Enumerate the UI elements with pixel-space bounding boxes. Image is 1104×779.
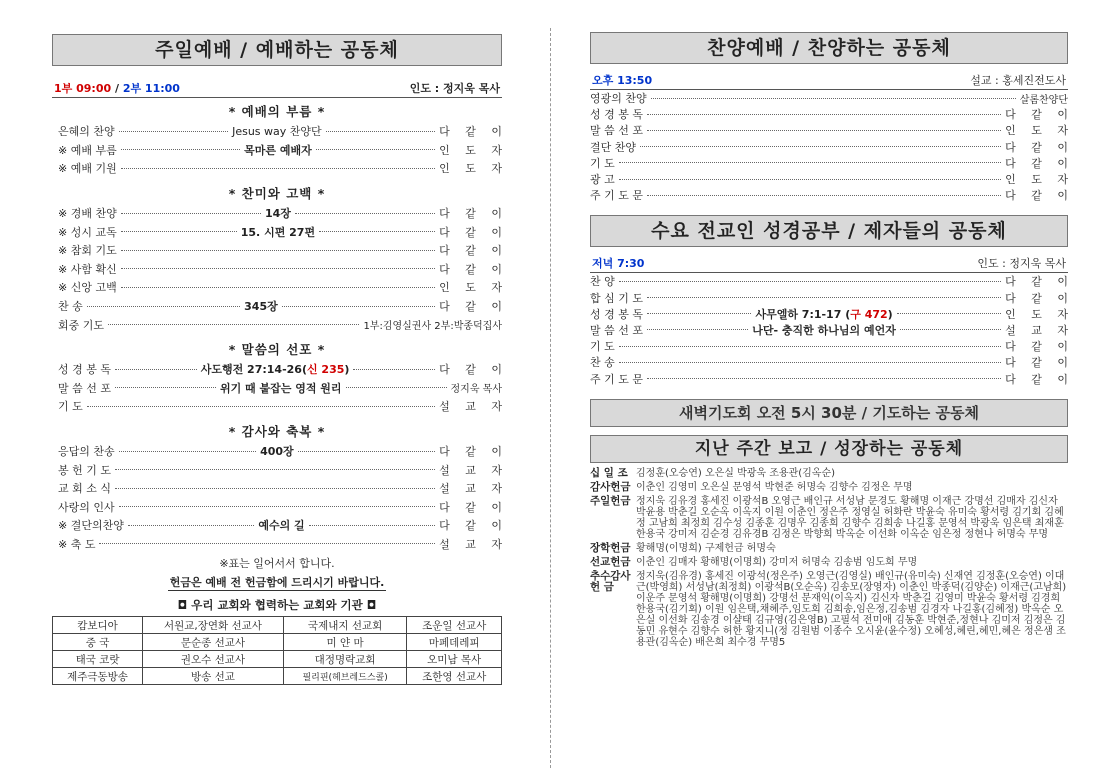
dot-leader	[119, 451, 256, 452]
order-label: 기 도	[590, 156, 615, 170]
order-role: 인 도 자	[439, 143, 508, 157]
dot-leader	[651, 98, 1016, 99]
order-content-text: 위기 때 붙잡는 영적 원리	[219, 381, 342, 395]
order-role: 다 같 이	[1005, 291, 1074, 305]
order-content-text: 400장	[260, 445, 294, 459]
dot-leader	[87, 406, 435, 407]
order-role: 인 도 자	[439, 281, 508, 295]
section-title: * 감사와 축복 *	[228, 423, 326, 439]
right-column	[590, 32, 1075, 651]
order-role: 인 도 자	[1005, 307, 1075, 321]
sunday-worship-banner: 주일예배 / 예배하는 공동체	[52, 34, 502, 66]
order-role: 설 교 자	[439, 463, 508, 477]
dot-leader	[897, 313, 1001, 314]
partner-cell: 미 얀 마	[283, 634, 406, 651]
worship-leader: 인도 : 정지욱 목사	[409, 82, 500, 95]
order-content	[265, 205, 291, 221]
order-role: 정지욱 목사	[450, 384, 502, 396]
order-line	[52, 141, 508, 160]
order-line	[52, 498, 508, 517]
order-label: 결단 찬양	[590, 140, 637, 154]
order-role: 설 교 자	[439, 537, 508, 551]
report-category: 십 일 조	[590, 466, 628, 479]
partner-cell: 조운일 선교사	[407, 617, 502, 634]
dot-leader	[121, 268, 435, 269]
order-line	[52, 397, 508, 416]
order-content-text: 14장	[264, 207, 291, 221]
order-label: ※ 예배 기원	[58, 162, 117, 176]
report-row	[590, 543, 1068, 554]
dot-leader	[326, 131, 435, 132]
order-line	[590, 139, 1074, 155]
order-label: 교 회 소 식	[58, 482, 111, 496]
order-content-text: 예수의 길	[258, 519, 305, 533]
order-label: 말 씀 선 포	[58, 381, 111, 395]
bible-study-banner: 수요 전교인 성경공부 / 제자들의 공동체	[590, 215, 1068, 247]
order-role: 다 같 이	[439, 300, 508, 314]
dot-leader	[99, 543, 435, 544]
wednesday-leader: 인도 : 정지욱 목사	[977, 257, 1066, 271]
dot-leader	[647, 329, 748, 330]
dot-leader	[121, 213, 261, 214]
offering-note	[52, 574, 502, 591]
dot-leader	[647, 378, 1001, 379]
order-line	[590, 306, 1075, 322]
order-line	[52, 516, 508, 535]
dot-leader	[309, 525, 435, 526]
order-label: 영광의 찬양	[590, 92, 647, 106]
order-content-text: 15. 시편 27편	[240, 225, 316, 239]
dot-leader	[647, 130, 1001, 131]
report-names: 정지욱(김유경) 홍세진 이광석(정은주) 오영근(김영실) 배인규(유미숙) 신재연 김정훈(오승연) 이대근(박영희) 서성남(최정희) 이광석B(오순옥) 김송모(장영자) 이춘인 박종덕(김양순) 이재근(고남희) 이운주 문영석 황해명(이명희) 강명선 문재익(이옥지) 김신자 박춘길 김영미 박윤숙 황서령 김경희 한용국(김기회) 이원 임은택,채혜주,임도희 김희송,임은정,김송범 김경자 나길홍(김혜정) 박옥순 오은실 이선화 김송경 이샬태 김규영(김은영B) 고필석 전미애 김동훈 박현준,정현나 김미저 김정은 김동민 유현수 김향수 허한 황지니(정 김원범 이종수 오시윤(윤수정) 오혜성,혜린,혜민,혜은 정은샘 조용관(김옥순) 배은희 최수경 무명5	[636, 570, 1067, 648]
partner-cell: 권오수 선교사	[143, 651, 284, 668]
sunday-worship-column	[52, 34, 509, 685]
second-service-time: 2부 11:00	[122, 82, 180, 95]
order-role: 1부:김영실권사 2부:박종덕집사	[363, 321, 502, 333]
order-role: 다 같 이	[1005, 189, 1074, 203]
order-role: 다 같 이	[439, 244, 508, 258]
report-row	[590, 557, 1068, 568]
dot-leader	[346, 387, 447, 388]
order-content	[752, 322, 896, 338]
hymn-page-number: 신 235	[306, 363, 345, 377]
order-label: ※ 참회 기도	[58, 244, 117, 258]
dot-leader	[121, 149, 240, 150]
order-line	[52, 460, 508, 479]
dot-leader	[121, 287, 435, 288]
partner-cell: 조한영 선교사	[407, 668, 502, 685]
order-content-end: )	[344, 363, 350, 377]
partner-cell: 캄보디아	[53, 617, 143, 634]
order-role: 살롬찬양단	[1019, 94, 1068, 106]
order-role: 다 같 이	[439, 207, 508, 221]
order-label: ※ 사함 확신	[58, 262, 117, 276]
order-role: 다 같 이	[439, 445, 509, 459]
first-service-time: 1부 09:00	[54, 82, 112, 95]
order-line	[590, 290, 1074, 306]
order-line	[52, 222, 508, 241]
order-content-end: )	[887, 307, 893, 321]
order-line	[52, 535, 508, 554]
order-line	[590, 106, 1074, 122]
order-content-text: 나단- 충직한 하나님의 예언자	[752, 323, 896, 337]
order-label: 봉 헌 기 도	[58, 463, 111, 477]
order-label: ※ 경배 찬양	[58, 207, 117, 221]
order-label: ※ 결단의찬양	[58, 519, 124, 533]
order-line	[52, 297, 508, 316]
order-label: 성 경 봉 독	[590, 108, 643, 122]
order-content	[260, 443, 294, 459]
order-content	[232, 123, 322, 139]
section-title: * 찬미와 고백 *	[228, 185, 326, 201]
service-times	[54, 80, 180, 96]
order-content	[755, 306, 892, 322]
order-label: ※ 축 도	[58, 537, 96, 551]
order-role: 다 같 이	[439, 225, 508, 239]
order-label: 말 씀 선 포	[590, 124, 643, 138]
dot-leader	[115, 469, 435, 470]
order-content-text: 345장	[244, 300, 278, 314]
order-line	[590, 354, 1074, 370]
dot-leader	[647, 313, 751, 314]
order-content-text: 사도행전 27:14-26(	[200, 363, 307, 377]
order-label: 기 도	[590, 340, 615, 354]
order-line	[590, 122, 1074, 138]
order-content	[244, 142, 312, 158]
dot-leader	[619, 362, 1001, 363]
partner-cell: 방송 선교	[143, 668, 284, 685]
order-line	[590, 322, 1075, 338]
partner-row	[53, 668, 502, 685]
partner-cell: 문순종 선교사	[143, 634, 284, 651]
service-times-row	[52, 80, 502, 98]
time-separator: /	[111, 82, 123, 95]
order-label: 성 경 봉 독	[58, 363, 111, 377]
order-role: 다 같 이	[439, 262, 508, 276]
partner-cell: 태국 코랏	[53, 651, 143, 668]
order-role: 인 도 자	[1005, 124, 1074, 138]
weekly-report-banner: 지난 주간 보고 / 성장하는 공동체	[590, 435, 1068, 463]
dot-leader	[640, 146, 1001, 147]
report-category: 추수감사 헌 금	[590, 569, 631, 593]
order-label: 말 씀 선 포	[590, 323, 643, 337]
wednesday-time: 저녁 7:30	[592, 257, 645, 271]
dot-leader	[316, 149, 435, 150]
order-content	[201, 361, 350, 377]
partner-row	[53, 634, 502, 651]
order-content-text: 사무엘하 7:1-17 (	[755, 307, 851, 321]
dot-leader	[295, 213, 435, 214]
dot-leader	[353, 369, 435, 370]
report-row	[590, 468, 1068, 479]
order-role: 다 같 이	[1005, 140, 1074, 154]
order-label: 주 기 도 문	[590, 189, 643, 203]
order-label: 회중 기도	[58, 318, 105, 332]
order-line	[590, 370, 1074, 386]
order-role: 다 같 이	[439, 363, 509, 377]
order-label: ※ 예배 부름	[58, 143, 117, 157]
report-names: 황해명(이명희) 구제헌금 허명숙	[636, 542, 776, 554]
afternoon-time-row	[590, 72, 1068, 90]
order-line	[52, 479, 508, 498]
dot-leader	[119, 131, 228, 132]
order-line	[52, 241, 508, 260]
dot-leader	[115, 369, 197, 370]
partner-table	[52, 616, 502, 685]
report-category: 주일헌금	[590, 494, 631, 507]
dot-leader	[298, 451, 435, 452]
dot-leader	[619, 162, 1001, 163]
partner-row	[53, 651, 502, 668]
order-role: 다 같 이	[439, 519, 508, 533]
report-row	[590, 496, 1068, 540]
order-line	[52, 260, 508, 279]
afternoon-preacher: 설교 : 홍세진전도사	[970, 74, 1066, 87]
order-label: 은혜의 찬양	[58, 125, 115, 139]
order-line	[590, 155, 1074, 171]
wednesday-order	[590, 273, 1075, 386]
partner-cell: 대정명락교회	[283, 651, 406, 668]
order-label: ※ 성시 교독	[58, 225, 117, 239]
order-content	[244, 298, 278, 314]
report-category: 감사헌금	[590, 480, 631, 493]
praise-worship-banner: 찬양예배 / 찬양하는 공동체	[590, 32, 1068, 64]
dot-leader	[647, 195, 1001, 196]
order-line	[52, 360, 509, 379]
afternoon-time: 오후 13:50	[592, 74, 653, 87]
report-names: 이춘인 김영미 오은실 문영석 박현준 허명숙 김향수 김정은 무명	[636, 481, 913, 493]
dot-leader	[647, 114, 1001, 115]
order-line	[52, 204, 508, 223]
order-role: 다 같 이	[1005, 108, 1074, 122]
order-role: 다 같 이	[1005, 156, 1074, 170]
order-line	[590, 338, 1074, 354]
afternoon-order	[590, 90, 1074, 203]
order-role: 다 같 이	[439, 125, 508, 139]
report-row	[590, 571, 1068, 648]
dot-leader	[115, 488, 435, 489]
order-line	[52, 315, 502, 334]
order-role: 다 같 이	[439, 500, 508, 514]
report-row	[590, 482, 1068, 493]
report-category: 장학헌금	[590, 541, 631, 554]
dot-leader	[319, 231, 435, 232]
order-label: 찬 송	[590, 356, 615, 370]
order-label: 합 심 기 도	[590, 291, 643, 305]
dot-leader	[282, 306, 435, 307]
dot-leader	[121, 231, 237, 232]
dot-leader	[647, 297, 1001, 298]
order-role: 설 교 자	[1005, 323, 1075, 337]
order-role: 다 같 이	[1005, 356, 1074, 370]
dot-leader	[619, 281, 1001, 282]
partner-cell: 국제내지 선교회	[283, 617, 406, 634]
order-content-text: Jesus way 찬양단	[232, 125, 322, 139]
order-label: 광 고	[590, 173, 615, 187]
order-line	[52, 159, 508, 178]
order-line	[590, 171, 1074, 187]
order-line	[52, 379, 502, 398]
order-label: 응답의 찬송	[58, 445, 115, 459]
dot-leader	[87, 306, 240, 307]
order-label: ※ 신앙 고백	[58, 281, 117, 295]
dot-leader	[119, 506, 435, 507]
dawn-prayer-banner: 새벽기도회 오전 5시 30분 / 기도하는 공동체	[590, 399, 1068, 427]
order-label: 주 기 도 문	[590, 372, 643, 386]
wednesday-time-row	[590, 255, 1068, 273]
partner-cell: 중 국	[53, 634, 143, 651]
column-divider	[550, 28, 551, 768]
order-role: 인 도 자	[1005, 173, 1074, 187]
report-names: 이춘인 김매자 황해명(이명희) 강미저 허명숙 김송범 임도희 무명	[636, 556, 918, 568]
order-of-worship	[52, 102, 509, 553]
order-line	[590, 273, 1074, 289]
order-line	[52, 278, 508, 297]
order-role: 다 같 이	[1005, 275, 1074, 289]
order-line	[590, 187, 1074, 203]
dot-leader	[900, 329, 1001, 330]
order-line	[590, 90, 1068, 106]
order-content-text: 목마른 예배자	[244, 143, 312, 157]
order-line	[52, 122, 508, 141]
order-role: 다 같 이	[1005, 340, 1074, 354]
order-label: 기 도	[58, 400, 83, 414]
order-content	[220, 380, 342, 396]
order-role: 설 교 자	[439, 482, 508, 496]
report-names: 정지욱 김유경 홍세진 이광석B 오영근 배인규 서성남 문경도 황해명 이재근 강명선 김매자 김신자 박윤용 박춘길 오순옥 이옥지 이원 이춘인 정은주 정영실 허화란 박윤숙 유미숙 황서령 김기회 김혜정 고남희 최정희 김수성 김종훈 김명우 김종희 김향수 김희송 나길홍 문영석 박광욱 임은택 최재훈 한용국 강미저 김순경 김유경B 김정은 박향희 박옥순 이선화 이옥순 임은정 정현나 허명숙 무명	[636, 495, 1064, 540]
report-names: 김정훈(오승연) 오은실 박광욱 조용관(김옥순)	[636, 467, 836, 479]
dot-leader	[108, 324, 359, 325]
dot-leader	[121, 250, 435, 251]
weekly-report	[590, 468, 1068, 648]
partner-cell: 오미남 목사	[407, 651, 502, 668]
dot-leader	[128, 525, 254, 526]
partner-title: ◘ 우리 교회와 협력하는 교회와 기관 ◘	[177, 598, 377, 613]
dot-leader	[619, 179, 1001, 180]
order-content	[241, 224, 315, 240]
hymn-page-number: 구 472	[850, 307, 888, 321]
offering-note-text: 헌금은 예배 전 헌금함에 드리시기 바랍니다.	[169, 576, 385, 590]
partner-cell: 마페데레피	[407, 634, 502, 651]
partner-cell: 제주극동방송	[53, 668, 143, 685]
dot-leader	[115, 387, 216, 388]
standing-note: ※표는 일어서서 합니다.	[219, 557, 335, 571]
partner-cell: 필리핀(헤브레드스콜)	[283, 668, 406, 685]
order-content	[258, 517, 304, 533]
partner-row	[53, 617, 502, 634]
order-role: 설 교 자	[439, 400, 508, 414]
order-label: 찬 양	[590, 275, 615, 289]
section-title: * 말씀의 선포 *	[228, 341, 326, 357]
dot-leader	[121, 168, 435, 169]
partner-cell: 서원교,장연화 선교사	[143, 617, 284, 634]
order-label: 성 경 봉 독	[590, 307, 643, 321]
order-label: 찬 송	[58, 300, 83, 314]
report-category: 선교헌금	[590, 555, 631, 568]
section-title: * 예배의 부름 *	[228, 104, 326, 119]
order-line	[52, 442, 509, 461]
order-role: 다 같 이	[1005, 372, 1074, 386]
order-label: 사랑의 인사	[58, 500, 115, 514]
dot-leader	[619, 346, 1001, 347]
order-role: 인 도 자	[439, 162, 508, 176]
